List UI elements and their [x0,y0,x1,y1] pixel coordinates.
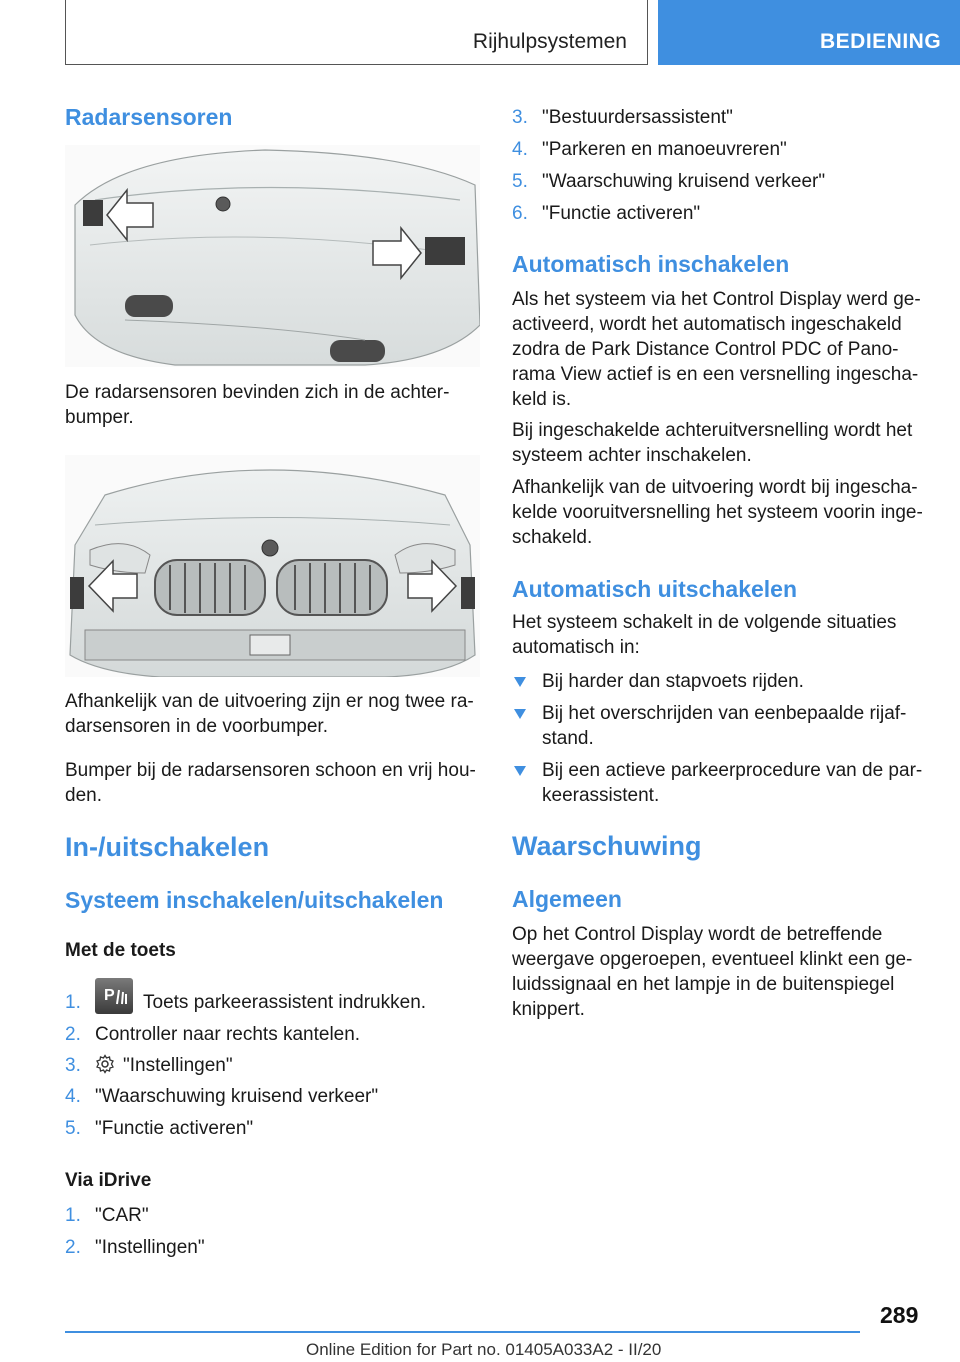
step-number: 1. [65,1205,81,1226]
rear-bumper-illustration [65,145,480,367]
para-auto-on-3: Afhankelijk van de uitvoering wordt bij ingescha- kelde vooruitversnelling het systeem voorin inge- schakeld. [512,477,923,548]
idrive-steps-list [65,1203,485,1260]
heading-with-button: Met de toets [65,940,176,961]
step-text: Controller naar rechts kantelen. [95,1024,361,1045]
svg-text:P: P [104,986,115,1004]
front-bumper-illustration [65,455,480,677]
list-item [512,758,927,808]
bullet-text: Bij het overschrijden van eenbepaalde rijaf- stand. [542,703,907,749]
step-number: 4. [65,1086,81,1107]
step-number: 6. [512,203,528,224]
para-auto-on-2: Bij ingeschakelde achteruitversnelling wordt het systeem achter inschakelen. [512,420,913,466]
step-number: 5. [65,1118,81,1139]
list-item [65,1084,485,1109]
header-section-box [65,0,648,65]
button-steps-list [65,986,485,1141]
footer-divider [65,1331,860,1333]
step-text: "Functie activeren" [95,1118,254,1139]
step-number: 3. [512,107,528,128]
para-auto-off: Het systeem schakelt in de volgende situaties automatisch in: [512,612,897,658]
step-number: 3. [65,1055,81,1076]
park-assist-button-icon [95,978,133,1014]
page-number: 289 [880,1302,919,1328]
bullet-text: Bij een actieve parkeerprocedure van de par- keerassistent. [542,760,923,806]
step-number: 2. [65,1237,81,1258]
step-text: "CAR" [95,1205,149,1226]
step-text: "Parkeren en manoeuvreren" [542,139,787,160]
step-text: "Functie activeren" [542,203,701,224]
list-item [512,201,927,226]
step-text: "Bestuurdersassistent" [542,107,733,128]
gear-icon [95,1054,115,1074]
list-item [65,1235,485,1260]
chapter-title: BEDIENING [820,30,942,53]
list-item [65,1116,485,1141]
heading-auto-on: Automatisch inschakelen [512,251,790,277]
para-general: Op het Control Display wordt de betreffende weergave opgeroepen, eventueel klinkt een ge- luidssignaal en het lampje in de buitenspiegel knippert. [512,924,913,1020]
step-text: "Instellingen" [123,1055,233,1076]
list-item [512,169,927,194]
heading-radar-sensors: Radarsensoren [65,104,233,130]
heading-auto-off: Automatisch uitschakelen [512,576,798,602]
bullet-triangle-icon [514,677,526,687]
step-number: 1. [65,992,81,1013]
heading-warning: Waarschuwing [512,831,702,861]
bullet-triangle-icon [514,766,526,776]
heading-via-idrive: Via iDrive [65,1170,152,1191]
bullet-triangle-icon [514,709,526,719]
section-title: Rijhulpsystemen [472,30,627,53]
para-front-sensors: Afhankelijk van de uitvoering zijn er nog twee ra- darsensoren in de voorbumper. [65,691,474,737]
header-chapter-tab [658,0,960,65]
step-text: "Waarschuwing kruisend verkeer" [542,171,826,192]
list-item [512,137,927,162]
step-text: "Waarschuwing kruisend verkeer" [95,1086,379,1107]
step-number: 4. [512,139,528,160]
list-item [512,701,927,751]
list-item [65,1203,485,1228]
heading-system-on-off: Systeem inschakelen/uitschakelen [65,887,444,913]
step-text: "Instellingen" [95,1237,205,1258]
idrive-steps-continued [512,105,927,226]
step-number: 5. [512,171,528,192]
bullet-text: Bij harder dan stapvoets rijden. [542,671,804,692]
list-item [65,1022,485,1047]
heading-on-off: In-/uitschakelen [65,832,270,862]
list-item [512,105,927,130]
list-item [512,669,927,694]
list-item [65,986,485,1022]
step-text: Toets parkeerassistent indrukken. [143,992,427,1013]
heading-general: Algemeen [512,886,622,912]
para-keep-clean: Bumper bij de radarsensoren schoon en vrij hou- den. [65,760,476,806]
para-auto-on-1: Als het systeem via het Control Display werd ge- activeerd, wordt het automatisch ingeschakeld zodra de Park Distance Control PDC of Pano- rama View actief is en een versnelling ingescha- keld is. [512,289,921,410]
step-number: 2. [65,1024,81,1045]
auto-off-bullets [512,669,927,808]
list-item [65,1053,485,1078]
para-rear-sensors: De radarsensoren bevinden zich in de achter- bumper. [65,382,450,428]
footer-edition: Online Edition for Part no. 01405A033A2 - II/20 [306,1340,662,1359]
